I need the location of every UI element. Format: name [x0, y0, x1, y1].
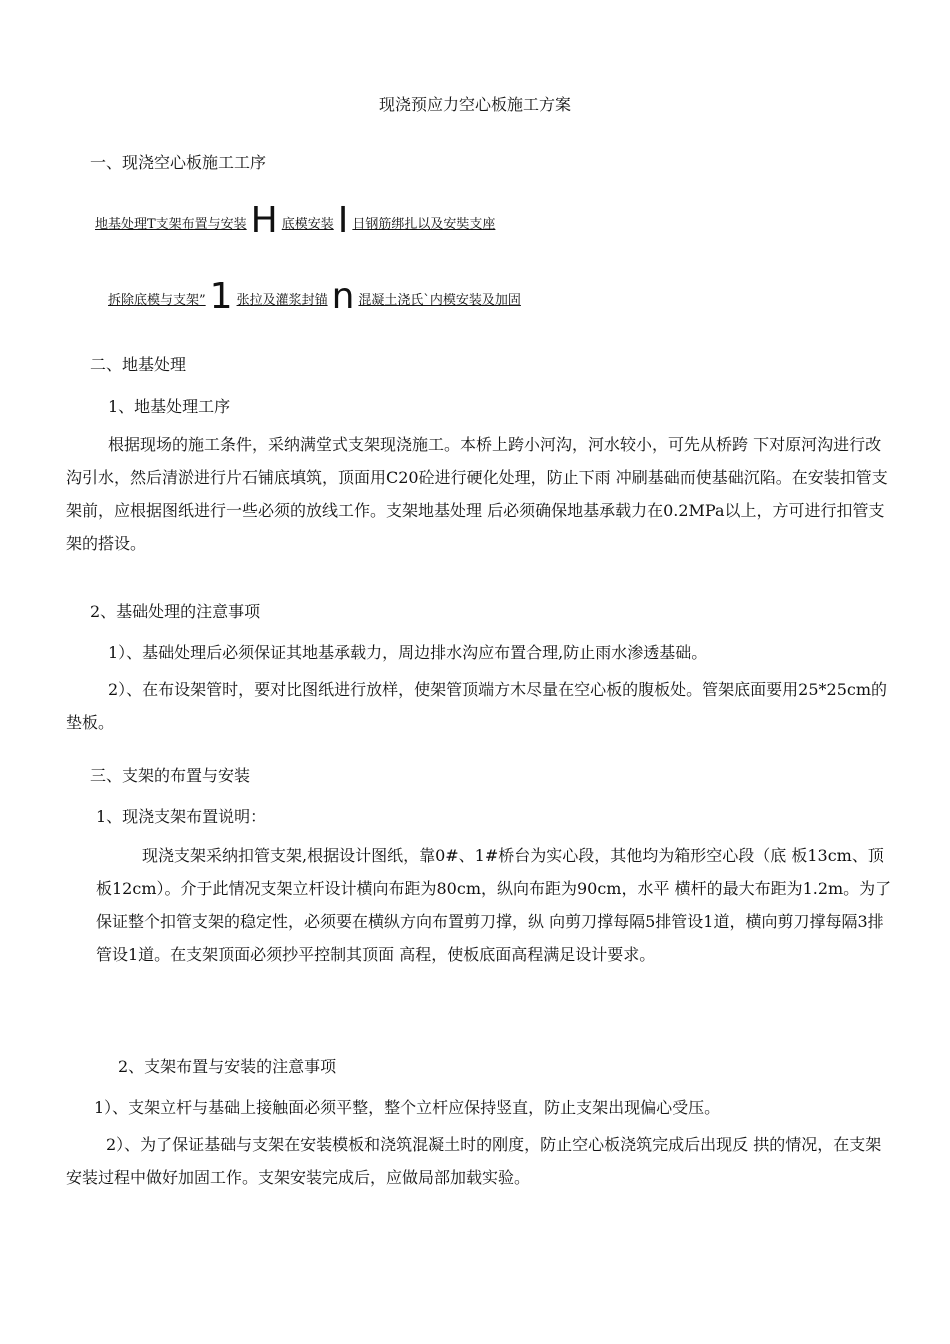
flow-arrow-glyph: 1: [209, 276, 233, 317]
subheading-2-1: 1、地基处理工序: [108, 397, 231, 416]
flow-text: 张拉及灌浆封锚: [236, 293, 328, 308]
subheading-2-2: 2、基础处理的注意事项: [90, 602, 261, 621]
section-heading-1: 一、现浇空心板施工工序: [90, 153, 267, 172]
list-item-3-2-1: 1）、支架立杆与基础上接触面必须平整，整个立杆应保持竖直，防止支架出现偏心受压。: [94, 1098, 721, 1117]
list-item-2-2-2: 2）、在布设架管时，要对比图纸进行放样，使架管顶端方木尽量在空心板的腹板处。管架底面要用25*25cm的垫板。: [66, 680, 888, 732]
list-item-2-2-1: 1）、基础处理后必须保证其地基承载力，周边排水沟应布置合理,防止雨水渗透基础。: [108, 643, 708, 662]
flow-arrow-glyph: I: [337, 200, 349, 241]
paragraph-2-1: 根据现场的施工条件，采纳满堂式支架现浇施工。本桥上跨小河沟，河水较小，可先从桥跨 下对原河沟进行改沟引水，然后清淤进行片石铺底填筑，顶面用C20砼进行硬化处理，防止下雨 冲刷基础而使基础沉陷。在安装扣管支架前，应根据图纸进行一些必须的放线工作。支架地基处理 后必须确保地基承载力在0.2MPa以上，方可进行扣管支架的搭设。: [66, 435, 888, 553]
flow-text: 地基处理T支架布置与安装: [95, 217, 247, 232]
flow-text: 拆除底模与支架”: [108, 293, 206, 308]
flow-text: 混凝土浇氏`内模安装及加固: [358, 293, 521, 308]
page-title: 现浇预应力空心板施工方案: [378, 95, 571, 114]
flow-text: 日钢筋绑扎以及安奘支座: [352, 217, 496, 232]
flow-arrow-glyph: H: [250, 200, 278, 241]
process-flow-row-2: [108, 276, 521, 317]
subheading-3-1: 1、现浇支架布置说明：: [96, 807, 267, 826]
process-flow-row-1: [95, 200, 495, 241]
subheading-3-2: 2、支架布置与安装的注意事项: [118, 1057, 337, 1076]
list-item-3-2-2: 2）、为了保证基础与支架在安装模板和浇筑混凝土时的刚度，防止空心板浇筑完成后出现反 拱的情况，在支架安装过程中做好加固工作。支架安装完成后，应做局部加载实验。: [66, 1135, 882, 1187]
flow-arrow-glyph: n: [331, 276, 355, 317]
flow-text: 底模安装: [281, 217, 334, 232]
section-heading-3: 三、支架的布置与安装: [90, 766, 251, 785]
section-heading-2: 二、地基处理: [90, 355, 187, 374]
paragraph-3-1: 现浇支架采纳扣管支架,根据设计图纸，靠0#、1#桥台为实心段，其他均为箱形空心段（底 板13cm、顶板12cm）。介于此情况支架立杆设计横向布距为80cm，纵向布距为90cm，水平 横杆的最大布距为1.2m。为了保证整个扣管支架的稳定性，必须要在横纵方向布置剪刀撑，纵 向剪刀撑每隔5排管设1道，横向剪刀撑每隔3排管设1道。在支架顶面必须抄平控制其顶面 高程，使板底面高程满足设计要求。: [96, 846, 892, 964]
